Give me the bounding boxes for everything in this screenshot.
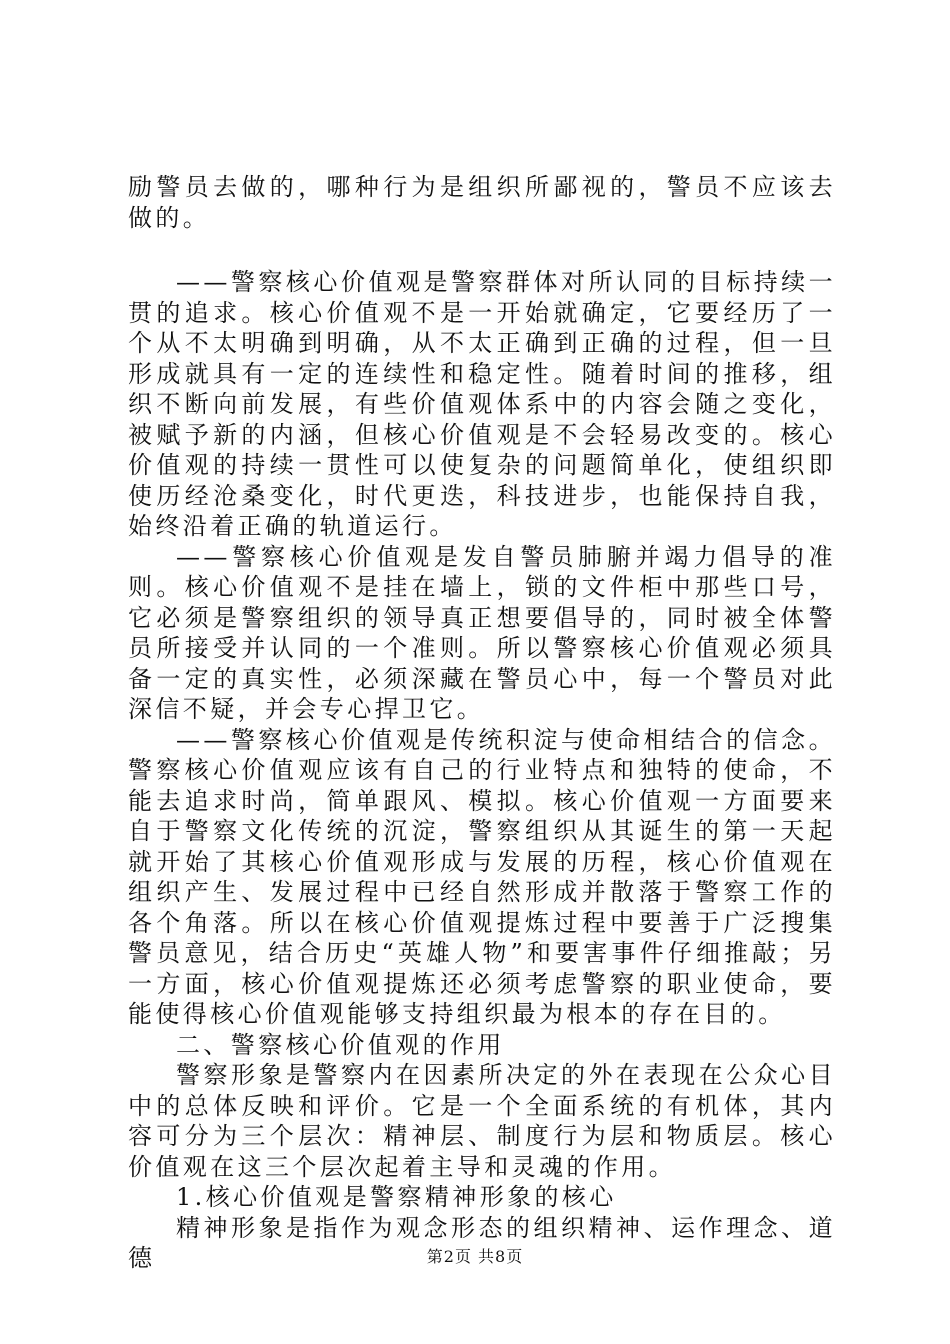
paragraph-spiritual-image: 精神形象是指作为观念形态的组织精神、运作理念、道德 — [128, 1213, 836, 1272]
page-number-footer: 第2页 共8页 — [426, 1247, 524, 1266]
paragraph-core-value-tradition: ——警察核心价值观是传统积淀与使命相结合的信念。警察核心价值观应该有自己的行业特点和独特的使命，不能去追求时尚，简单跟风、模拟。核心价值观一方面要来自于警察文化传统的沉淀，警察组织从其诞生的第一天起就开始了其核心价值观形成与发展的历程，核心价值观在组织产生、发展过程中已经自然形成并散落于警察工作的各个角落。所以在核心价值观提炼过程中要善于广泛搜集警员意见，结合历史“英雄人物”和要害事件仔细推敲；另一方面，核心价值观提炼还必须考虑警察的职业使命，要能使得核心价值观能够支持组织最为根本的存在目的。 — [128, 725, 836, 1028]
document-body — [128, 172, 836, 1274]
paragraph-continuation: 励警员去做的，哪种行为是组织所鄙视的，警员不应该去做的。 — [128, 173, 836, 232]
paragraph-spacer — [128, 233, 836, 267]
paragraph-core-value-principle: ——警察核心价值观是发自警员肺腑并竭力倡导的准则。核心价值观不是挂在墙上，锁的文件柜中那些口号，它必须是警察组织的领导真正想要倡导的，同时被全体警员所接受并认同的一个准则。所以警察核心价值观必须具备一定的真实性，必须深藏在警员心中，每一个警员对此深信不疑，并会专心捍卫它。 — [128, 542, 836, 723]
paragraph-police-image: 警察形象是警察内在因素所决定的外在表现在公众心目中的总体反映和评价。它是一个全面系统的有机体，其内容可分为三个层次：精神层、制度行为层和物质层。核心价值观在这三个层次起着主导和灵魂的作用。 — [128, 1061, 836, 1181]
paragraph-core-value-consistency: ——警察核心价值观是警察群体对所认同的目标持续一贯的追求。核心价值观不是一开始就确定，它要经历了一个从不太明确到明确，从不太正确到正确的过程，但一旦形成就具有一定的连续性和稳定性。随着时间的推移，组织不断向前发展，有些价值观体系中的内容会随之变化，被赋予新的内涵，但核心价值观是不会轻易改变的。核心价值观的持续一贯性可以使复杂的问题简单化，使组织即使历经沧桑变化，时代更迭，科技进步，也能保持自我，始终沿着正确的轨道运行。 — [128, 268, 836, 540]
section-heading-role: 二、警察核心价值观的作用 — [176, 1030, 505, 1059]
subheading-spiritual-image: 1.核心价值观是警察精神形象的核心 — [176, 1183, 617, 1211]
